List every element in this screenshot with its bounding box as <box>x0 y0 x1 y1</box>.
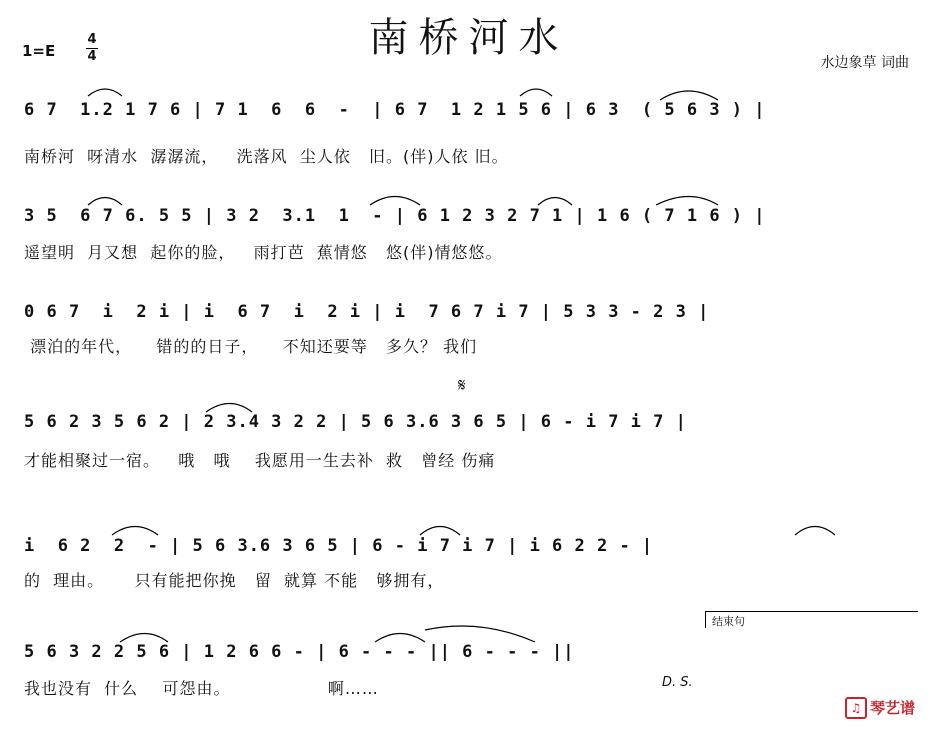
time-signature-top: 4 <box>87 32 97 47</box>
watermark-text: 琴艺谱 <box>869 698 915 717</box>
system-notes: 3 5 6 7 6. 5 5 | 3 2 3.1 1 - | 6 1 2 3 2 7 1 | 1 6 ( 7 1 6 ) | <box>24 206 766 226</box>
time-signature-bottom: 4 <box>87 49 97 64</box>
ending-label: 结束句 <box>712 615 745 628</box>
system-lyrics: 南桥河 呀清水 潺潺流， 洗落风 尘人依 旧。(伴)人依 旧。 <box>24 147 509 166</box>
credit: 水边象草 词曲 <box>820 55 909 71</box>
system-lyrics: 我也没有 什么 可怨由。 啊…… <box>24 679 379 698</box>
key-signature: 1=E <box>22 42 56 60</box>
segno-sign: 𝄋 <box>458 375 466 396</box>
system-notes: 0 6 7 i 2 i | i 6 7 i 2 i | i 7 6 7 i 7 | 5 3 3 - 2 3 | <box>24 302 710 322</box>
system-lyrics: 漂泊的年代， 错的的日子， 不知还要等 多久？ 我们 <box>24 337 478 356</box>
system-6 <box>0 638 937 748</box>
system-notes: 5 6 2 3 5 6 2 | 2 3.4 3 2 2 | 5 6 3.6 3 6 5 | 6 - i 7 i 7 | <box>24 412 687 432</box>
ds-marking: D. S. <box>662 675 693 690</box>
system-notes: 5 6 3 2 2 5 6 | 1 2 6 6 - | 6 - - - || 6 - - - || <box>24 642 575 662</box>
system-lyrics: 才能相聚过一宿。 哦 哦 我愿用一生去补 救 曾经 伤痛 <box>24 451 496 470</box>
system-notes: 6 7 1.2 1 7 6 | 7 1 6 6 - | 6 7 1 2 1 5 6 | 6 3 ( 5 6 3 ) | <box>24 100 766 120</box>
system-notes: i 6 2 2 - | 5 6 3.6 3 6 5 | 6 - i 7 i 7 | i 6 2 2 - | <box>24 536 654 556</box>
system-lyrics: 遥望明 月又想 起你的脸， 雨打芭 蕉情悠 悠(伴)情悠悠。 <box>24 243 503 262</box>
system-2 <box>0 198 937 308</box>
watermark-logo <box>845 697 915 720</box>
song-title: 南桥河水 <box>368 15 569 61</box>
system-1 <box>0 92 937 202</box>
system-3 <box>0 296 937 406</box>
system-4 <box>0 406 937 516</box>
system-lyrics: 的 理由。 只有能把你挽 留 就算 不能 够拥有， <box>24 571 445 590</box>
logo-icon: ♫ <box>845 697 867 719</box>
time-signature <box>86 33 98 64</box>
